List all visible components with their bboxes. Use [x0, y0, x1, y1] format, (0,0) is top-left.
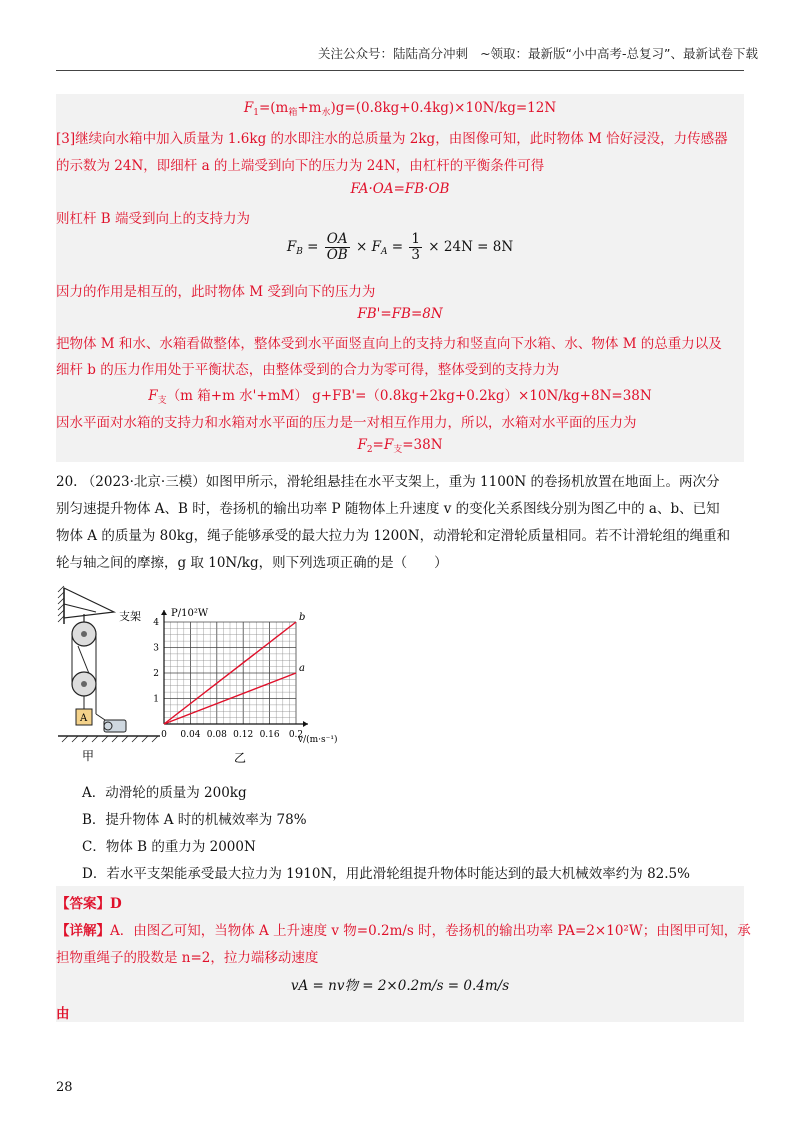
whole-system-text-1: 把物体 M 和水、水箱看做整体，整体受到水平面竖直向上的支持力和竖直向下水箱、水、物体 M 的总重力以及	[56, 336, 722, 352]
equation-fb: $F_B$ = $\frac{OA}{OB}$ × $F_A$ = $\frac{1}{3}$ × 24N = 8N	[286, 231, 514, 263]
x-tick-label: 0.12	[233, 730, 254, 740]
support-force-text: 则杠杆 B 端受到向上的支持力为	[56, 211, 251, 227]
figure-power-speed-chart	[150, 600, 350, 770]
y-tick-label: 1	[153, 694, 159, 705]
interaction-text: 因力的作用是相互的，此时物体 M 受到向下的压力为	[56, 284, 376, 300]
option-d: D．若水平支架能承受最大拉力为 1910N，用此滑轮组提升物体时能达到的最大机械效率约为 82.5%	[82, 866, 690, 882]
header-right: ~领取：最新版“小中高考-总复习”、最新试卷下载	[480, 46, 758, 61]
equation-support-force: $F_支(m$ 箱+m 水'+mM） g+FB'=（0.8kg+2kg+0.2kg）×10N/kg+8N=38N	[148, 388, 652, 406]
header-divider	[56, 70, 744, 71]
whole-system-text-2: 细杆 b 的压力作用处于平衡状态，由整体受到的合力为零可得，整体受到的支持力为	[56, 362, 560, 378]
pressure-text: 因水平面对水箱的支持力和水箱对水平面的压力是一对相互作用力，所以，水箱对水平面的压力为	[56, 415, 637, 431]
option-b: B．提升物体 A 时的机械效率为 78%	[82, 812, 307, 828]
detail-last-line: 由	[56, 1006, 70, 1022]
question-number: 20.	[56, 474, 78, 490]
detail-line-2: 担物重绳子的股数是 n=2，拉力端移动速度	[56, 950, 319, 966]
series-label-b: b	[299, 612, 306, 623]
equation-f2: $F_2=F_支=38N$	[357, 437, 443, 455]
x-tick-label: 0.04	[180, 730, 201, 740]
x-tick-label: 0.08	[206, 730, 227, 740]
x-tick-label: 0.16	[259, 730, 280, 740]
x-axis-arrow	[303, 721, 308, 727]
equation-va: vA = nv物 = 2×0.2m/s = 0.4m/s	[290, 978, 510, 994]
page-number: 28	[56, 1080, 73, 1095]
y-tick-label: 2	[153, 669, 159, 679]
page-header	[318, 44, 758, 62]
equation-lever-balance: FA·OA=FB·OB	[350, 181, 450, 197]
fraction-one-third: $\frac{1}{3}$	[411, 231, 420, 263]
option-a: A．动滑轮的质量为 200kg	[82, 785, 247, 801]
equation-fb-prime: FB'=FB=8N	[357, 306, 443, 322]
detail-line-1: 【详解】A．由图乙可知，当物体 A 上升速度 v 物=0.2m/s 时，卷扬机的输出功率 PA=2×10²W；由图甲可知，承	[56, 923, 751, 939]
y-tick-label: 4	[153, 618, 159, 628]
object-a-label: A	[80, 713, 88, 724]
y-tick-label: 3	[153, 643, 159, 654]
question-line-3: 物体 A 的质量为 80kg，绳子能够承受的最大拉力为 1200N，动滑轮和定滑轮质量相同。若不计滑轮组的绳重和	[56, 528, 731, 544]
step3-text: [3]继续向水箱中加入质量为 1.6kg 的水即注水的总质量为 2kg，由图像可知，此时物体 M 恰好浸没，力传感器	[56, 131, 728, 147]
solution-block-previous	[56, 94, 744, 462]
y-axis-arrow	[161, 610, 167, 615]
header-left: 关注公众号：陆陆高分冲刺	[318, 46, 469, 61]
chart-xlabel: v/(m·s⁻¹)	[298, 735, 338, 745]
x-tick-label: 0.2	[288, 730, 304, 740]
detail-label: 【详解】	[56, 923, 110, 939]
chart-ylabel: P/10²W	[171, 608, 209, 619]
answer-label: 【答案】D	[56, 896, 122, 912]
option-c: C．物体 B 的重力为 2000N	[82, 839, 256, 855]
equation-f1: $F_1=(m_箱+m_水)g=(0.8kg+0.4kg)\times 10N/kg=12N$	[243, 100, 557, 118]
question-line-1: 20. （2023·北京·三模）如图甲所示，滑轮组悬挂在水平支架上，重为 1100N 的卷扬机放置在地面上。两次分	[56, 474, 720, 490]
step3-text-cont: 的示数为 24N，即细杆 a 的上端受到向下的压力为 24N，由杠杆的平衡条件可得	[56, 158, 545, 174]
chart-series	[164, 612, 305, 724]
figure-caption-yi: 乙	[234, 751, 247, 765]
question-source: （2023·北京·三模）	[81, 474, 206, 490]
support-label: 支架	[119, 610, 141, 623]
fraction-oa-ob: $\frac{OA}{OB}$	[326, 231, 348, 263]
x-tick-label: 0	[161, 730, 167, 740]
question-line-4: 轮与轴之间的摩擦，g 取 10N/kg，则下列选项正确的是（ ）	[56, 555, 448, 571]
figure-caption-jia: 甲	[82, 749, 95, 763]
question-line-2: 别匀速提升物体 A、B 时，卷扬机的输出功率 P 随物体上升速度 v 的变化关系图线分别为图乙中的 a、b、已知	[56, 501, 720, 517]
series-label-a: a	[299, 663, 305, 674]
